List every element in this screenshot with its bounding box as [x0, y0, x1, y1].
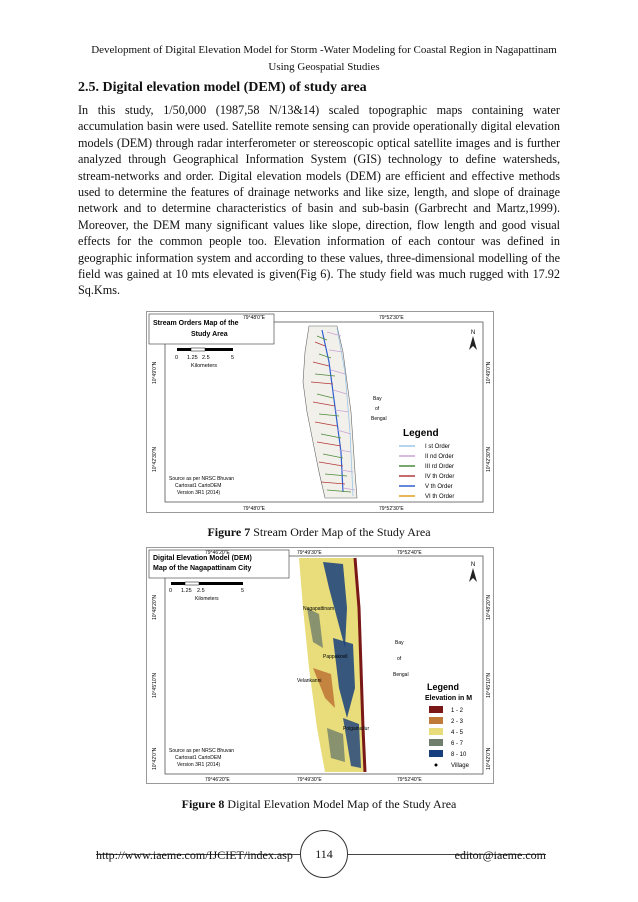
fig7-legend-label-3: III rd Order	[425, 464, 455, 470]
fig7-sea-2: of	[375, 406, 380, 412]
stream-order-map-graphic	[147, 312, 493, 512]
fig8-legend-swatch-3	[429, 728, 443, 735]
fig7-legend-label-6: VI th Order	[425, 494, 455, 500]
figure-7-label: Figure 7	[207, 525, 251, 539]
fig8-legend-label-3: 4 - 5	[451, 730, 464, 736]
figure-8-caption-text: Digital Elevation Model Map of the Study Area	[224, 797, 457, 811]
fig7-source-1: Source as per NRSC Bhuvan	[169, 476, 235, 482]
fig8-lat-2r: 10°45'10"N	[486, 672, 492, 698]
figure-7-caption-text: Stream Order Map of the Study Area	[250, 525, 431, 539]
fig7-lat-2r: 10°42'30"N	[486, 446, 492, 472]
fig8-sea-1: Bay	[395, 640, 404, 646]
page-number: 114	[300, 830, 348, 878]
fig8-title-2: Map of the Nagapattinam City	[153, 565, 252, 572]
fig8-lon-1: 79°46'20"E	[205, 550, 230, 556]
fig8-sea-2: of	[397, 656, 402, 662]
fig8-source-2: Cartosat1 CartoDEM	[175, 755, 222, 761]
running-header	[40, 42, 608, 76]
fig7-legend-label-4: IV th Order	[425, 474, 455, 480]
fig8-legend-swatch-4	[429, 739, 443, 746]
svg-text:N: N	[470, 330, 476, 336]
fig7-lat-1: 10°49'0"N	[152, 361, 158, 384]
fig8-scale-3: 5	[241, 588, 245, 594]
fig8-legend-subtitle: Elevation in M	[425, 695, 473, 702]
figure-8-caption	[0, 797, 638, 812]
fig8-place-1: Nagapattinam	[303, 606, 335, 612]
fig8-lon-3b: 79°52'40"E	[397, 777, 422, 783]
fig8-scale-0: 0	[169, 588, 173, 594]
figure-8-label: Figure 8	[181, 797, 225, 811]
fig8-lat-2: 10°45'10"N	[152, 672, 158, 698]
footer-email-link[interactable]: editor@iaeme.com	[454, 848, 546, 862]
fig8-lon-3: 79°52'40"E	[397, 550, 422, 556]
fig8-lon-2b: 79°49'30"E	[297, 777, 322, 783]
fig8-legend-label-1: 1 - 2	[451, 708, 464, 714]
fig8-legend-label-5: 8 - 10	[451, 752, 467, 758]
fig8-scale-2: 2.5	[197, 588, 205, 594]
fig7-scale-unit: Kilometers	[191, 363, 217, 369]
fig8-place-4: Poigainallur	[343, 726, 370, 732]
fig8-legend-swatch-5	[429, 750, 443, 757]
fig7-title-1: Stream Orders Map of the	[153, 320, 239, 327]
fig8-place-3: Velankanni	[297, 678, 322, 684]
fig8-legend-label-4: 6 - 7	[451, 741, 464, 747]
section-title: 2.5. Digital elevation model (DEM) of study area	[78, 80, 367, 95]
fig8-legend-label-2: 2 - 3	[451, 719, 464, 725]
section-body: In this study, 1/50,000 (1987,58 N/13&14) scaled topographic maps containing water accumulation basin were used. Satellite remote sensing can provide operationally digital elevation models (DEM) through radar interferometer or stereoscopic optical satellite images and is further analyzed through Geographical Information System (GIS) technology to define watersheds, stream-networks and order. Digital elevation models (DEM) are efficient and effective methods used to determine the features of drainage networks and like size, length, and slope of drainage network and to determine characteristics of basin and sub-basin (Garbrecht and Martz,1999). Moreover, the DEM many significant values like slope, direction, flow length and good visual effects for the common people too. Elevation information of each contour was defined in geographic information system and according to these values, three-dimensional modelling of the field was gained at 10 mts elevated is given(Fig 6). The study field was much rugged with 17.92 Sq.Kms.	[78, 103, 560, 298]
fig8-lat-1: 10°48'20"N	[152, 594, 158, 620]
svg-text:N: N	[470, 562, 476, 568]
fig7-legend-title: Legend	[403, 428, 439, 439]
fig8-scale-1: 1.25	[181, 588, 192, 594]
fig7-scale-2: 2.5	[202, 355, 210, 361]
stream-order-map	[146, 311, 494, 513]
header-line-2: Using Geospatial Studies	[268, 61, 380, 73]
figure-7-caption	[0, 525, 638, 540]
fig7-source-3: Version 3R1 (2014)	[177, 490, 221, 496]
fig7-lon-2b: 79°52'30"E	[379, 506, 404, 512]
fig7-sea-3: Bengal	[371, 416, 387, 422]
fig7-scale-0: 0	[175, 355, 179, 361]
fig8-legend-swatch-1	[429, 706, 443, 713]
fig8-lon-1b: 79°46'20"E	[205, 777, 230, 783]
fig7-lat-2: 10°42'30"N	[152, 446, 158, 472]
dem-map	[146, 547, 494, 784]
fig7-lon-2: 79°52'30"E	[379, 315, 404, 321]
fig8-scale-unit: Kilometers	[195, 596, 219, 602]
fig7-lat-1r: 10°49'0"N	[486, 361, 492, 384]
footer-url-link[interactable]: http://www.iaeme.com/IJCIET/index.asp	[96, 848, 293, 862]
fig7-source-2: Cartosat1 CartoDEM	[175, 483, 222, 489]
fig8-lat-1r: 10°48'20"N	[486, 594, 492, 620]
fig8-source-3: Version 3R1 (2014)	[177, 762, 221, 768]
fig8-title-1: Digital Elevation Model (DEM)	[153, 555, 252, 562]
fig7-scale-1: 1.25	[187, 355, 198, 361]
fig8-lon-2: 79°49'30"E	[297, 550, 322, 556]
fig8-place-2: Pappakovil	[323, 654, 348, 660]
fig8-legend-village: Village	[451, 763, 469, 769]
fig7-title-2: Study Area	[191, 331, 228, 338]
fig7-legend-label-2: II nd Order	[425, 454, 454, 460]
fig7-legend-label-5: V th Order	[425, 484, 453, 490]
fig7-sea-1: Bay	[373, 396, 382, 402]
header-line-1: Development of Digital Elevation Model for Storm -Water Modeling for Coastal Region in Nagapattinam	[91, 44, 557, 56]
fig8-source-1: Source as per NRSC Bhuvan	[169, 748, 235, 754]
fig8-village-icon	[435, 764, 438, 767]
fig7-lon-1: 79°48'0"E	[243, 315, 265, 321]
fig8-legend-title: Legend	[427, 682, 460, 692]
fig8-lat-3r: 10°42'0"N	[486, 747, 492, 770]
fig7-scale-3: 5	[231, 355, 235, 361]
fig8-legend-swatch-2	[429, 717, 443, 724]
fig8-sea-3: Bengal	[393, 672, 409, 678]
fig8-lat-3: 10°42'0"N	[152, 747, 158, 770]
dem-map-graphic	[147, 548, 493, 783]
fig7-lon-1b: 79°48'0"E	[243, 506, 265, 512]
fig7-legend-label-1: I st Order	[425, 444, 451, 450]
